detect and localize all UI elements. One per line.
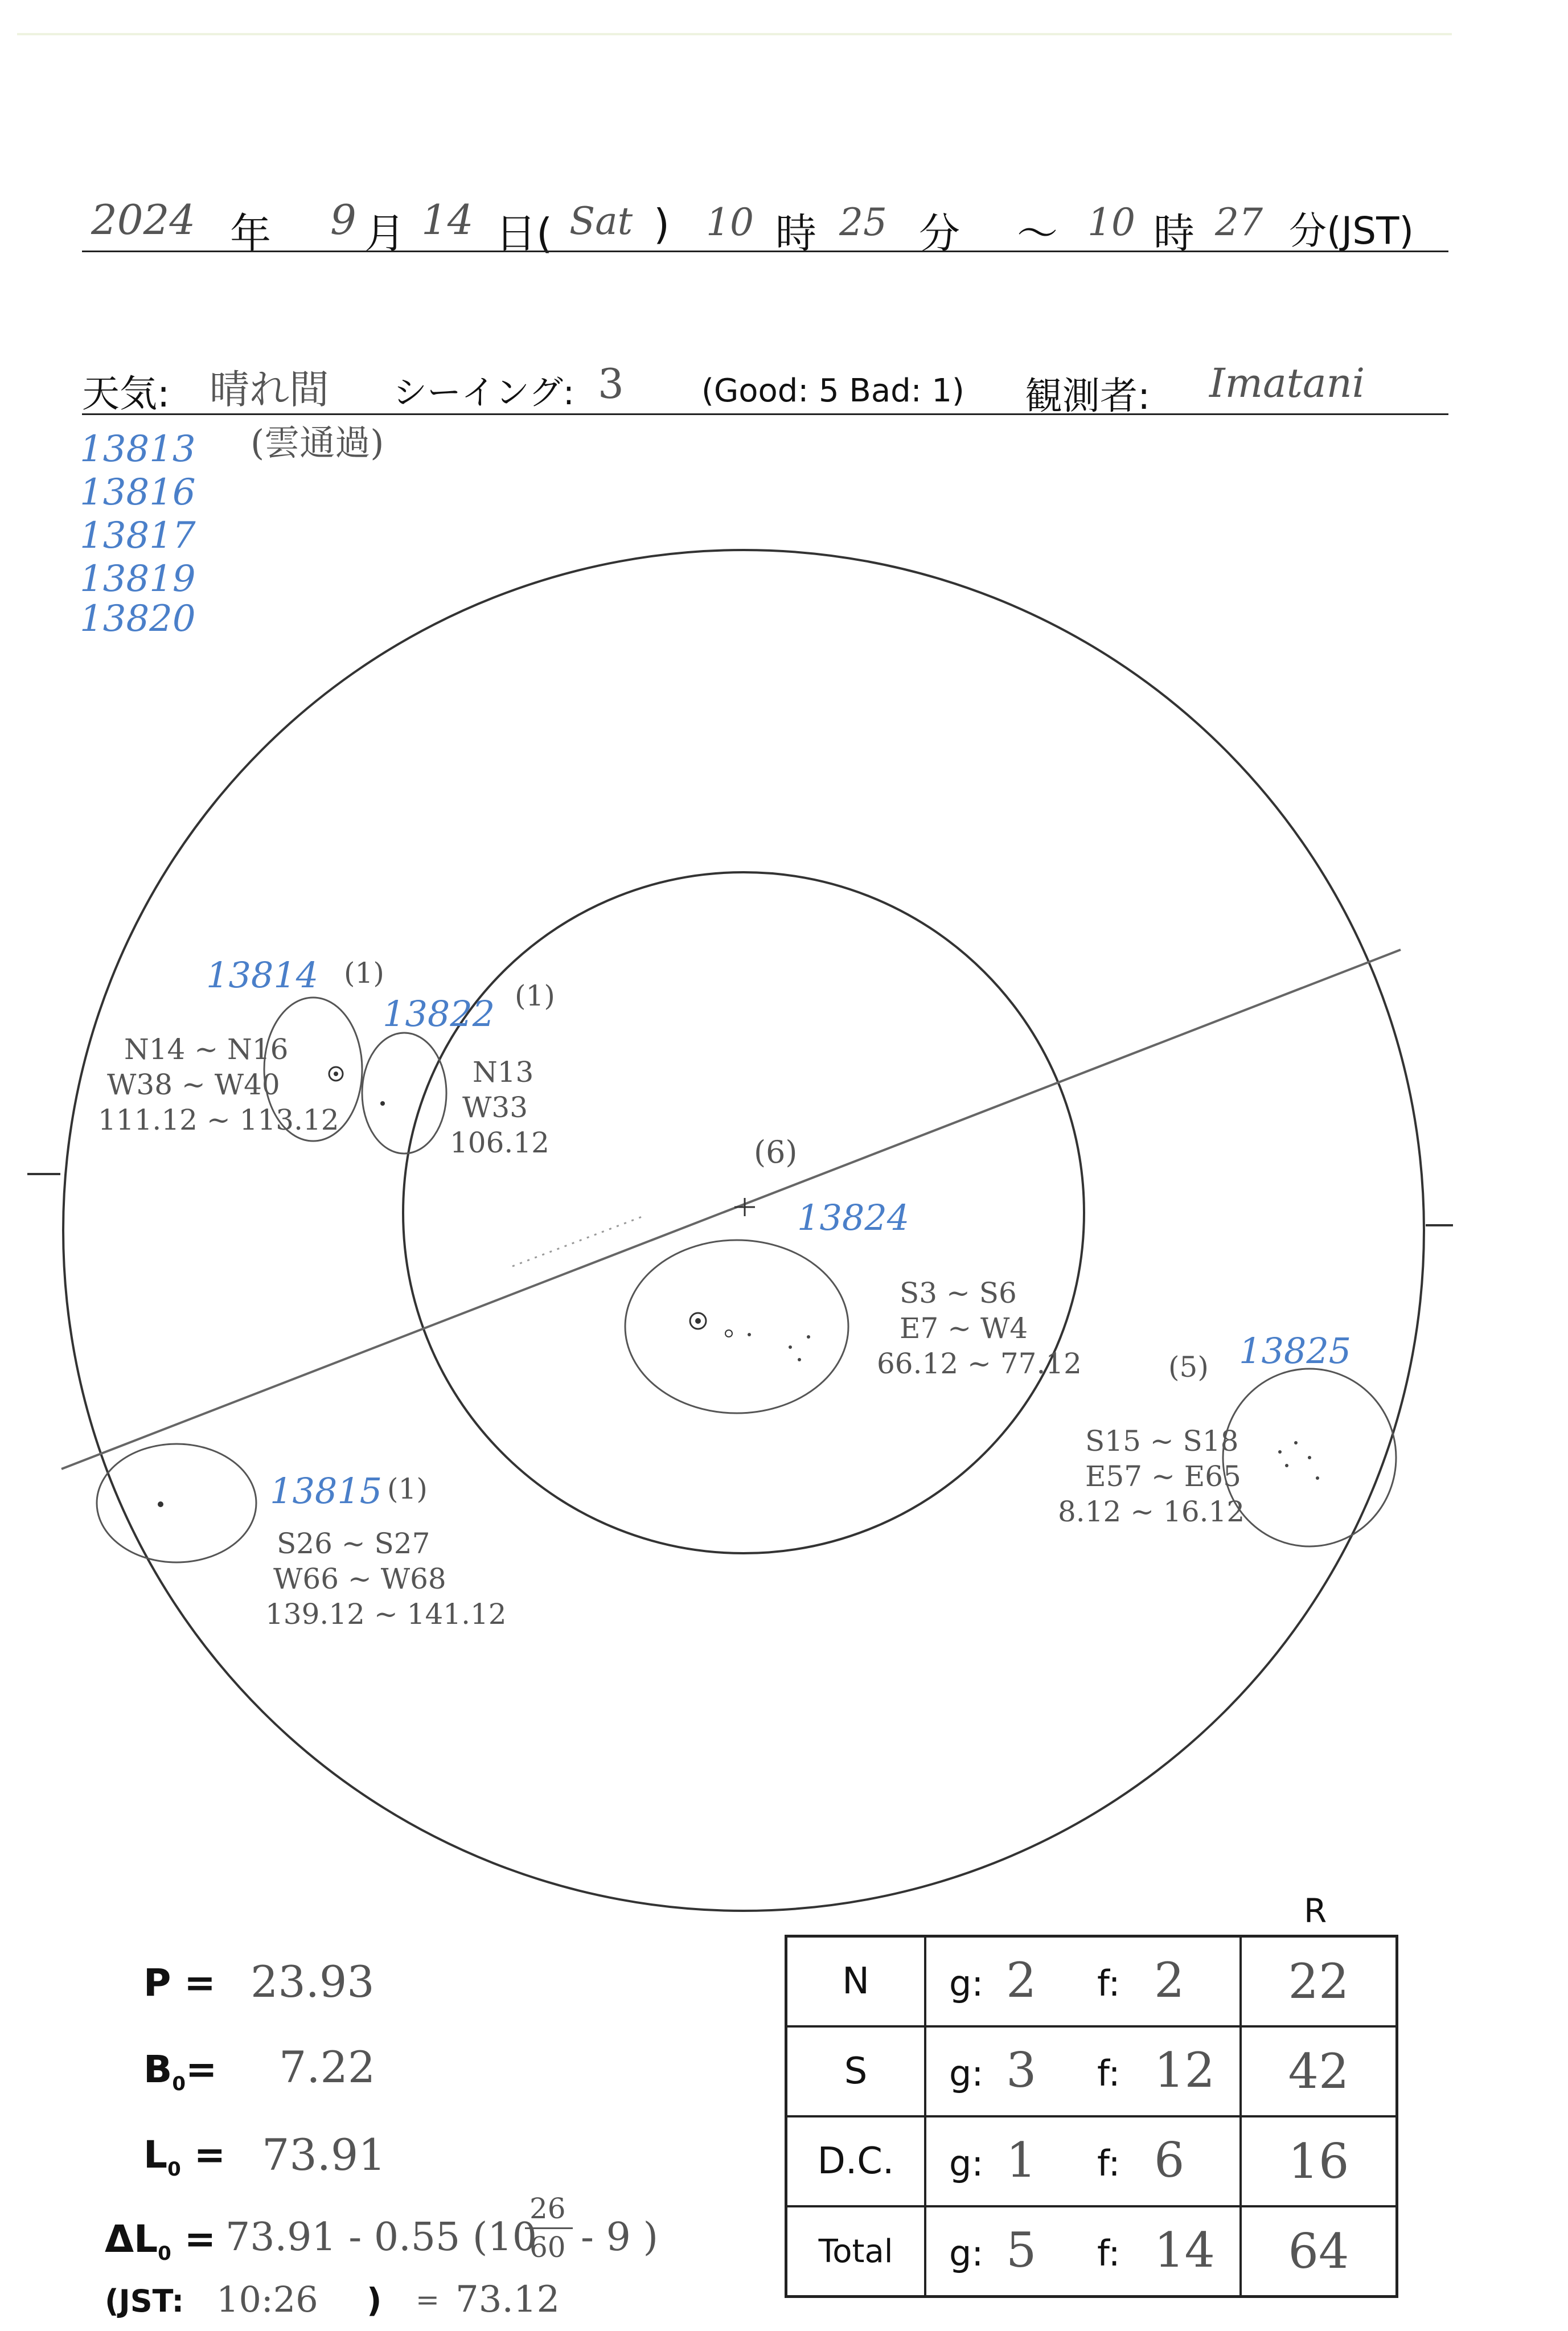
group-13824-number: 13824 (797, 1197, 910, 1238)
f-value: 2 (1154, 1952, 1185, 2008)
table-row (786, 1936, 1397, 2027)
start-min-unit: 分 (919, 210, 960, 257)
table-row (786, 2026, 1397, 2116)
center-group-count: (6) (754, 1134, 798, 1170)
dl0-fraction-denominator: 60 (529, 2231, 566, 2264)
observer-label: 観測者: (1025, 374, 1151, 418)
dl0-fraction-numerator: 26 (529, 2192, 566, 2225)
sunspot (1316, 1476, 1319, 1480)
region-list-item: 13817 (80, 515, 196, 557)
g-value: 2 (1006, 1952, 1037, 2008)
sunspot (380, 1101, 385, 1106)
year-value: 2024 (91, 196, 196, 244)
equator-line (61, 950, 1401, 1469)
day-value: 14 (421, 196, 474, 244)
sunspot (1278, 1450, 1282, 1454)
row-label: D.C. (786, 2116, 926, 2206)
table-row (786, 2116, 1397, 2206)
group-13815-position: S26 ~ S27 W66 ~ W68 139.12 ~ 141.12 (265, 1527, 507, 1631)
sunspot (807, 1335, 810, 1339)
sunspot (1285, 1464, 1288, 1467)
jst-result: 73.12 (455, 2279, 560, 2321)
sunspot (748, 1333, 751, 1336)
start-hour-unit: 時 (775, 210, 817, 257)
start-hour-value: 10 (706, 200, 754, 244)
f-value: 6 (1154, 2132, 1185, 2188)
seeing-scale: (Good: 5 Bad: 1) (701, 372, 964, 409)
group-13822-number: 13822 (383, 993, 495, 1035)
sunspot (158, 1501, 163, 1507)
table-row (786, 2206, 1397, 2297)
dl0-fraction-bar (525, 2227, 573, 2229)
day-unit: 日( (495, 210, 553, 257)
start-min-value: 25 (839, 200, 887, 244)
r-value: 22 (1241, 1936, 1397, 2027)
group-13815-count: (1) (387, 1472, 428, 1505)
weather-label: 天気: (82, 372, 170, 416)
dl0-expression-a: 73.91 - 0.55 (10 (225, 2215, 537, 2260)
group-13825-position: S15 ~ S18 E57 ~ E65 8.12 ~ 16.12 (1058, 1425, 1245, 1528)
row-label: S (786, 2026, 926, 2116)
region-list-item: 13820 (80, 598, 196, 640)
end-hour-value: 10 (1087, 200, 1135, 244)
sunspot (1294, 1441, 1298, 1444)
group-13815-number: 13815 (270, 1470, 383, 1512)
solar-disk-outline (63, 550, 1424, 1911)
jst-label: (JST: (105, 2283, 184, 2319)
inner-reference-circle (403, 872, 1084, 1553)
observer-value: Imatani (1209, 360, 1365, 407)
group-13814-count: (1) (344, 957, 384, 990)
month-unit: 月 (364, 210, 406, 257)
range-tilde: ～ (1017, 210, 1058, 257)
group-13814-number: 13814 (206, 954, 319, 996)
year-unit: 年 (230, 210, 272, 257)
g-value: 3 (1006, 2042, 1037, 2098)
spot-group-13824-outline (625, 1240, 848, 1413)
weekday-value: Sat (569, 199, 633, 243)
b0-label: $B_0=$ (143, 2047, 217, 2096)
seeing-label: シーイング: (393, 373, 575, 413)
gf-cell: g: 5 f: 14 (925, 2206, 1241, 2297)
dl0-expression-b: - 9 ) (581, 2215, 658, 2260)
dotted-trail (512, 1216, 643, 1266)
group-13824-position: S3 ~ S6 E7 ~ W4 66.12 ~ 77.12 (877, 1277, 1082, 1380)
dl0-label: $\Delta L_0$ = (105, 2217, 216, 2266)
r-column-header: R (1304, 1891, 1327, 1930)
end-min-unit: 分(JST) (1289, 209, 1414, 253)
p-label: P = (143, 1961, 216, 2005)
gf-cell: g: 1 f: 6 (925, 2116, 1241, 2206)
spot-group-13822-outline (362, 1033, 446, 1154)
end-min-value: 27 (1215, 200, 1263, 244)
count-table (785, 1935, 1398, 2298)
group-13814-position: N14 ~ N16 W38 ~ W40 111.12 ~ 113.12 (98, 1033, 339, 1136)
region-list-item: 13813 (80, 428, 196, 470)
weather-note: (雲通過) (251, 422, 384, 463)
g-value: 1 (1006, 2132, 1037, 2188)
jst-equals: = (416, 2283, 440, 2316)
region-list-item: 13816 (80, 471, 196, 514)
l0-value: 73.91 (262, 2129, 386, 2180)
p-value: 23.93 (251, 1956, 375, 2007)
weather-value: 晴れ間 (210, 366, 329, 413)
sunspot (798, 1358, 801, 1361)
group-13825-number: 13825 (1239, 1330, 1352, 1372)
gf-cell: g: 3 f: 12 (925, 2026, 1241, 2116)
g-value: 5 (1006, 2222, 1037, 2278)
f-value: 14 (1154, 2222, 1215, 2278)
row-label: Total (786, 2206, 926, 2297)
r-value: 42 (1241, 2026, 1397, 2116)
jst-value: 10:26 (216, 2279, 318, 2320)
sunspot (695, 1318, 701, 1324)
l0-label: $L_0$ = (143, 2133, 226, 2181)
month-value: 9 (330, 196, 356, 244)
r-value: 16 (1241, 2116, 1397, 2206)
region-list-item: 13819 (80, 558, 196, 600)
r-value: 64 (1241, 2206, 1397, 2297)
sunspot (725, 1330, 732, 1337)
row-label: N (786, 1936, 926, 2027)
group-13822-count: (1) (515, 979, 555, 1012)
group-13825-count: (5) (1168, 1351, 1209, 1384)
weekday-close: ) (654, 200, 670, 248)
group-13822-position: N13 W33 106.12 (450, 1056, 549, 1159)
end-hour-unit: 時 (1154, 210, 1195, 257)
sunspot (789, 1345, 792, 1349)
gf-cell: g: 2 f: 2 (925, 1936, 1241, 2027)
b0-value: 7.22 (279, 2042, 376, 2092)
seeing-value: 3 (598, 360, 624, 408)
sunspot (1308, 1456, 1311, 1459)
jst-close: ) (367, 2281, 382, 2320)
f-value: 12 (1154, 2042, 1215, 2098)
